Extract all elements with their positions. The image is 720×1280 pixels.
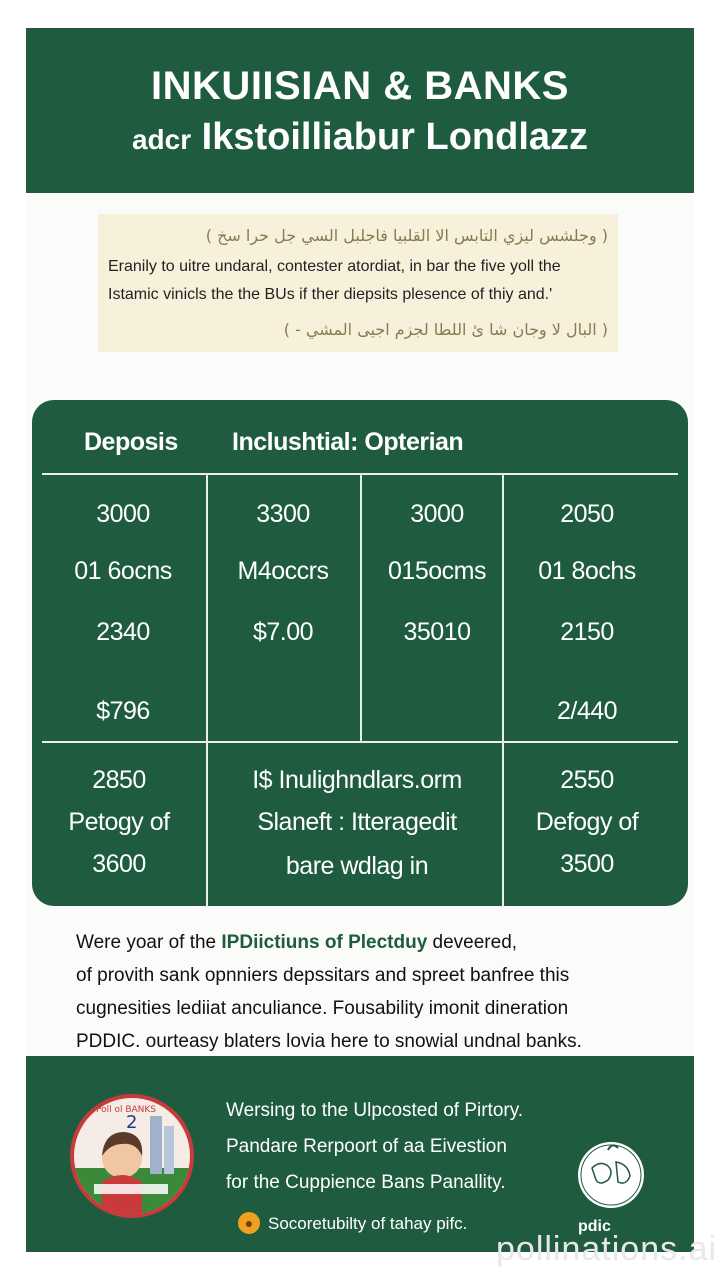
intro-line-2: Istamic vinicls the the BUs if ther diepsits plesence of thiy and.' xyxy=(108,286,553,303)
table-column-line-3 xyxy=(502,474,504,906)
table-cell: 2340 xyxy=(96,618,150,646)
body-line-3: cugnesities lediiat anculiance. Fousability imonit dineration xyxy=(76,998,569,1019)
table-cell: M4occrs xyxy=(237,557,329,585)
arabic-text-bottom: ( البال لا وجان شا ئ اللطا لجزم اجيى المشي - ) xyxy=(283,320,608,339)
table-bottom-middle-line-3: bare wdlag in xyxy=(285,852,429,880)
table-bottom-right-value: 2550 xyxy=(560,766,614,794)
globe-icon xyxy=(578,1142,644,1208)
seal-number: 2 xyxy=(126,1112,138,1133)
header-banner xyxy=(26,28,694,193)
table-cell: $796 xyxy=(96,697,150,725)
table-bottom-middle-line-2: Slaneft : Itteragedit xyxy=(257,808,457,836)
body-line-1-start: Were yoar of the xyxy=(76,932,222,953)
title-line-2-prefix: adcr xyxy=(131,124,192,155)
seal-text: Poll ol BANKS xyxy=(96,1105,157,1115)
table-cell: 2/440 xyxy=(556,697,618,725)
pdic-globe-icon xyxy=(578,1142,644,1208)
footer-line-4: Socoretubilty of tahay pifc. xyxy=(268,1214,468,1233)
table-cell: 35010 xyxy=(403,618,471,646)
bank-seal-logo xyxy=(70,1094,194,1218)
table-cell: 2050 xyxy=(560,500,614,528)
table-cell: 2150 xyxy=(560,618,614,646)
body-line-1-end: devеered, xyxy=(427,932,518,953)
table-bottom-left-value: 2850 xyxy=(92,766,146,794)
watermark: pollinations.ai xyxy=(496,1230,718,1268)
table-column-line-1 xyxy=(206,474,208,906)
body-line-4: PDDIC. ourteasy blaters lovia here to snowial undnal banks. xyxy=(76,1031,582,1052)
seal-illustration xyxy=(74,1098,190,1214)
body-highlight: IPDiictiuns of Plectduy xyxy=(221,932,428,953)
title-line-2 xyxy=(26,116,694,159)
title-line-1: INKUIISIAN & BANKS xyxy=(151,64,569,108)
table-bottom-left-label: Petogy of xyxy=(68,808,170,836)
pdic-logo-label: pdic xyxy=(578,1218,611,1235)
infographic-frame xyxy=(26,28,694,1252)
table-bottom-right-value-2: 3500 xyxy=(560,850,614,878)
table-cell: 3000 xyxy=(410,500,464,528)
table-cell: 015ocms xyxy=(388,557,486,585)
table-cell: 01 8ochs xyxy=(538,557,636,585)
footer-banner xyxy=(26,1056,694,1252)
table-header-deposits: Deposis xyxy=(84,428,178,456)
body-line-2: of provith sank opnniers depssitars and spreet banfree this xyxy=(76,965,570,986)
intro-line-1: Eranily to uitre undaral, contester atordiat, in bar the five yoll the xyxy=(108,258,561,275)
title-line-2-main: Ikstoilliabur Londlazz xyxy=(201,116,589,158)
table-bottom-right-label: Defogy of xyxy=(535,808,639,836)
footer-line-3: for the Cuppience Bans Panallity. xyxy=(226,1172,506,1193)
table-bottom-middle-line-1: I$ Inulighndlars.orm xyxy=(252,766,462,794)
table-cell: 01 6ocns xyxy=(74,557,172,585)
table-cell: 3300 xyxy=(256,500,310,528)
intro-note xyxy=(98,214,618,352)
arabic-text-top: ( وجلشس ليزي التابس الا القلبيا فاجلبل السي جل حرا سخ ) xyxy=(205,226,608,245)
body-paragraph xyxy=(76,926,676,1058)
deposits-table xyxy=(32,400,688,906)
table-bottom-left-value-2: 3600 xyxy=(92,850,146,878)
footer-line-2: Pandare Rerpoort of aa Eivestion xyxy=(226,1136,507,1157)
table-cell: $7.00 xyxy=(252,618,314,646)
coin-icon: ● xyxy=(238,1212,260,1234)
table-header-inclusion: Inclushtial: Opterian xyxy=(232,428,464,456)
body-line-1 xyxy=(76,926,676,959)
table-cell: 3000 xyxy=(96,500,150,528)
footer-line-1: Wersing to the Ulpcosted of Pirtory. xyxy=(226,1100,524,1121)
